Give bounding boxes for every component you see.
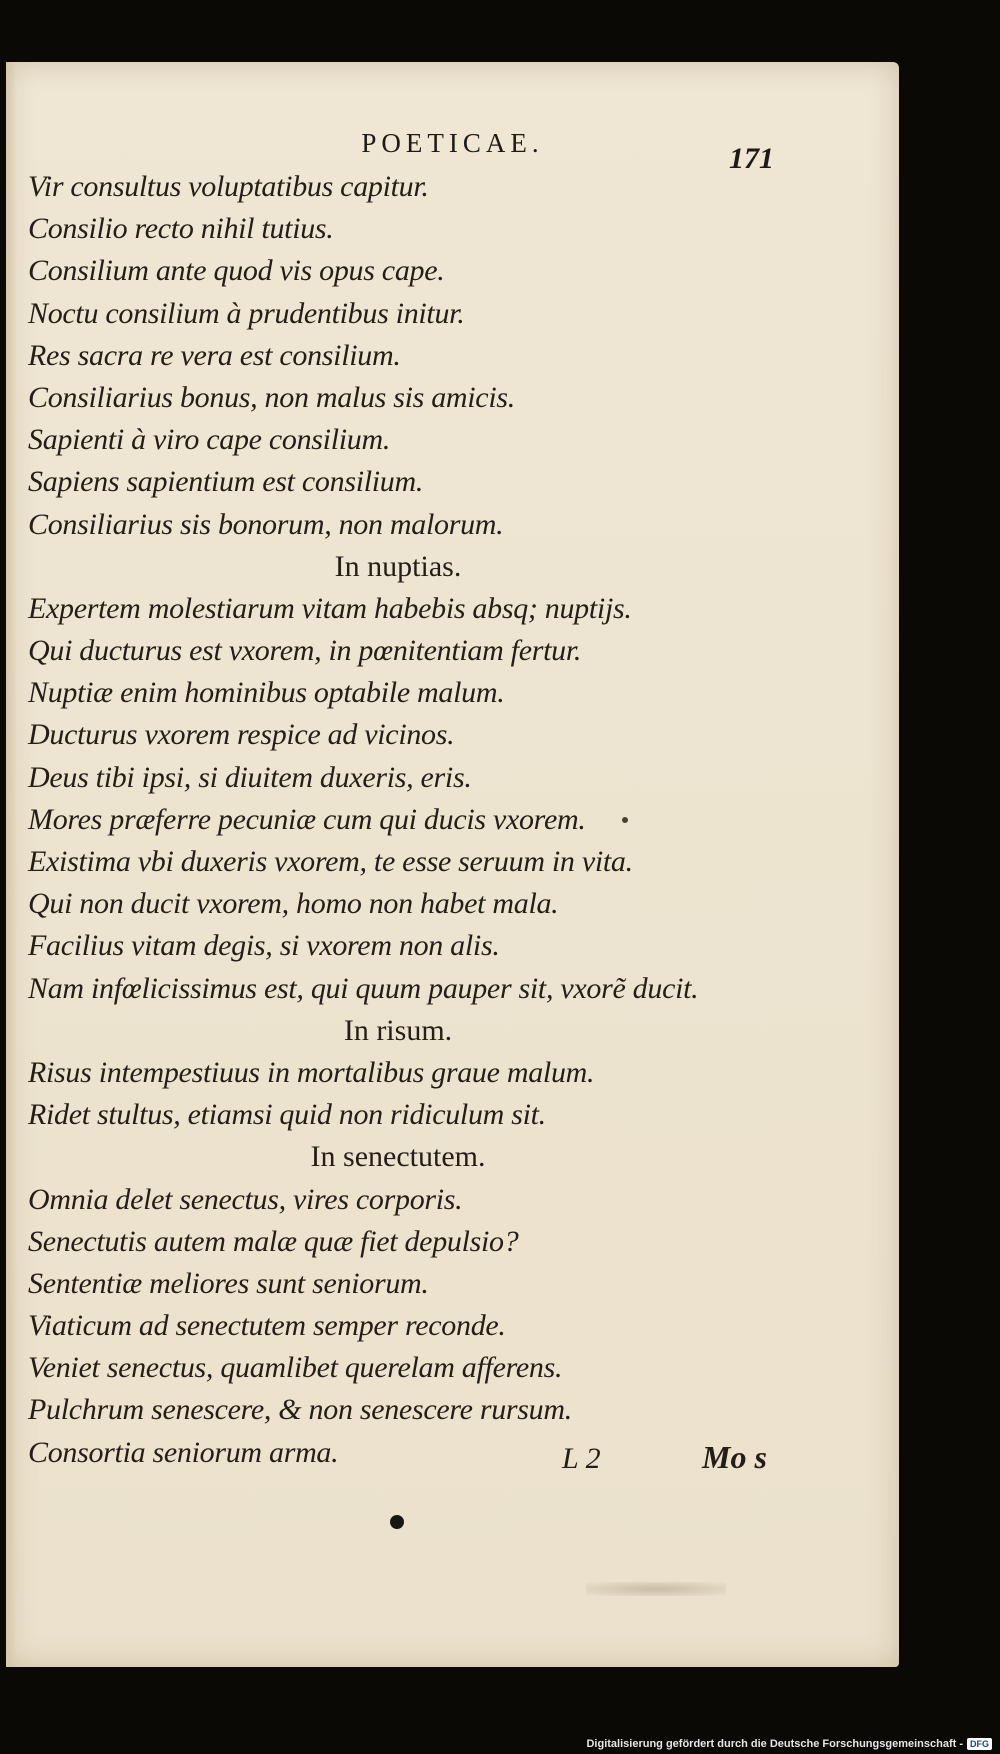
ink-blot [390,1515,404,1529]
book-page [6,62,899,1667]
text-line: Viaticum ad senectutem semper reconde. [28,1309,506,1343]
text-line: Senectutis autem malæ quæ fiet depulsio? [28,1224,519,1258]
text-line: Expertem molestiarum vitam habebis absq; nuptijs. [28,591,632,625]
footer-credit [586,1738,992,1750]
text-line: Consiliarius sis bonorum, non malorum. [28,507,504,541]
section-heading-risum: In risum. [343,1013,453,1047]
running-head: POETICAE. [361,128,544,158]
page-number: 171 [729,142,774,175]
dfg-logo: DFG [967,1738,992,1750]
text-line: Ridet stultus, etiamsi quid non ridiculum sit. [28,1098,546,1132]
text-line: Qui non ducit vxorem, homo non habet mala. [28,887,559,921]
text-line: Consilio recto nihil tutius. [28,212,334,246]
section-heading-nuptias: In nuptias. [334,549,462,583]
text-line: Nuptiæ enim hominibus optabile malum. [28,676,505,710]
text-line: Mores præferre pecuniæ cum qui ducis vxorem. [28,802,586,836]
text-line: Veniet senectus, quamlibet querelam afferens. [28,1351,563,1385]
catchword: Mo s [702,1439,767,1475]
text-line: Noctu consilium à prudentibus initur. [28,296,465,330]
text-line: Risus intempestiuus in mortalibus graue malum. [28,1055,595,1089]
paper-stain [586,1582,726,1596]
text-line: Facilius vitam degis, si vxorem non alis. [28,929,500,963]
text-line: Res sacra re vera est consilium. [28,338,401,372]
ink-speck [622,817,628,823]
text-line: Consilium ante quod vis opus cape. [28,254,445,288]
text-line: Sapienti à viro cape consilium. [28,423,391,457]
text-line: Deus tibi ipsi, si diuitem duxeris, eris. [28,760,472,794]
footer-text: Digitalisierung gefördert durch die Deutsche Forschungsgemeinschaft - [586,1738,963,1750]
text-line: Ducturus vxorem respice ad vicinos. [28,718,455,752]
page-edge [6,62,16,1667]
text-line: Sapiens sapientium est consilium. [28,465,424,499]
text-line: Qui ducturus est vxorem, in pœnitentiam fertur. [28,634,582,668]
text-line: Pulchrum senescere, & non senescere rursum. [28,1393,572,1427]
section-heading-senectutem: In senectutem. [310,1140,486,1174]
text-line: Consortia seniorum arma. [28,1435,339,1469]
signature-mark: L 2 [562,1442,601,1475]
text-line: Consiliarius bonus, non malus sis amicis. [28,380,515,414]
text-line: Omnia delet senectus, vires corporis. [28,1182,463,1216]
text-line: Nam infœlicissimus est, qui quum pauper sit, vxorẽ ducit. [28,971,699,1005]
text-line: Vir consultus voluptatibus capitur. [28,170,429,203]
text-line: Sententiæ meliores sunt seniorum. [28,1266,429,1300]
text-block [28,166,768,1474]
text-line: Existima vbi duxeris vxorem, te esse seruum in vita. [28,845,633,878]
